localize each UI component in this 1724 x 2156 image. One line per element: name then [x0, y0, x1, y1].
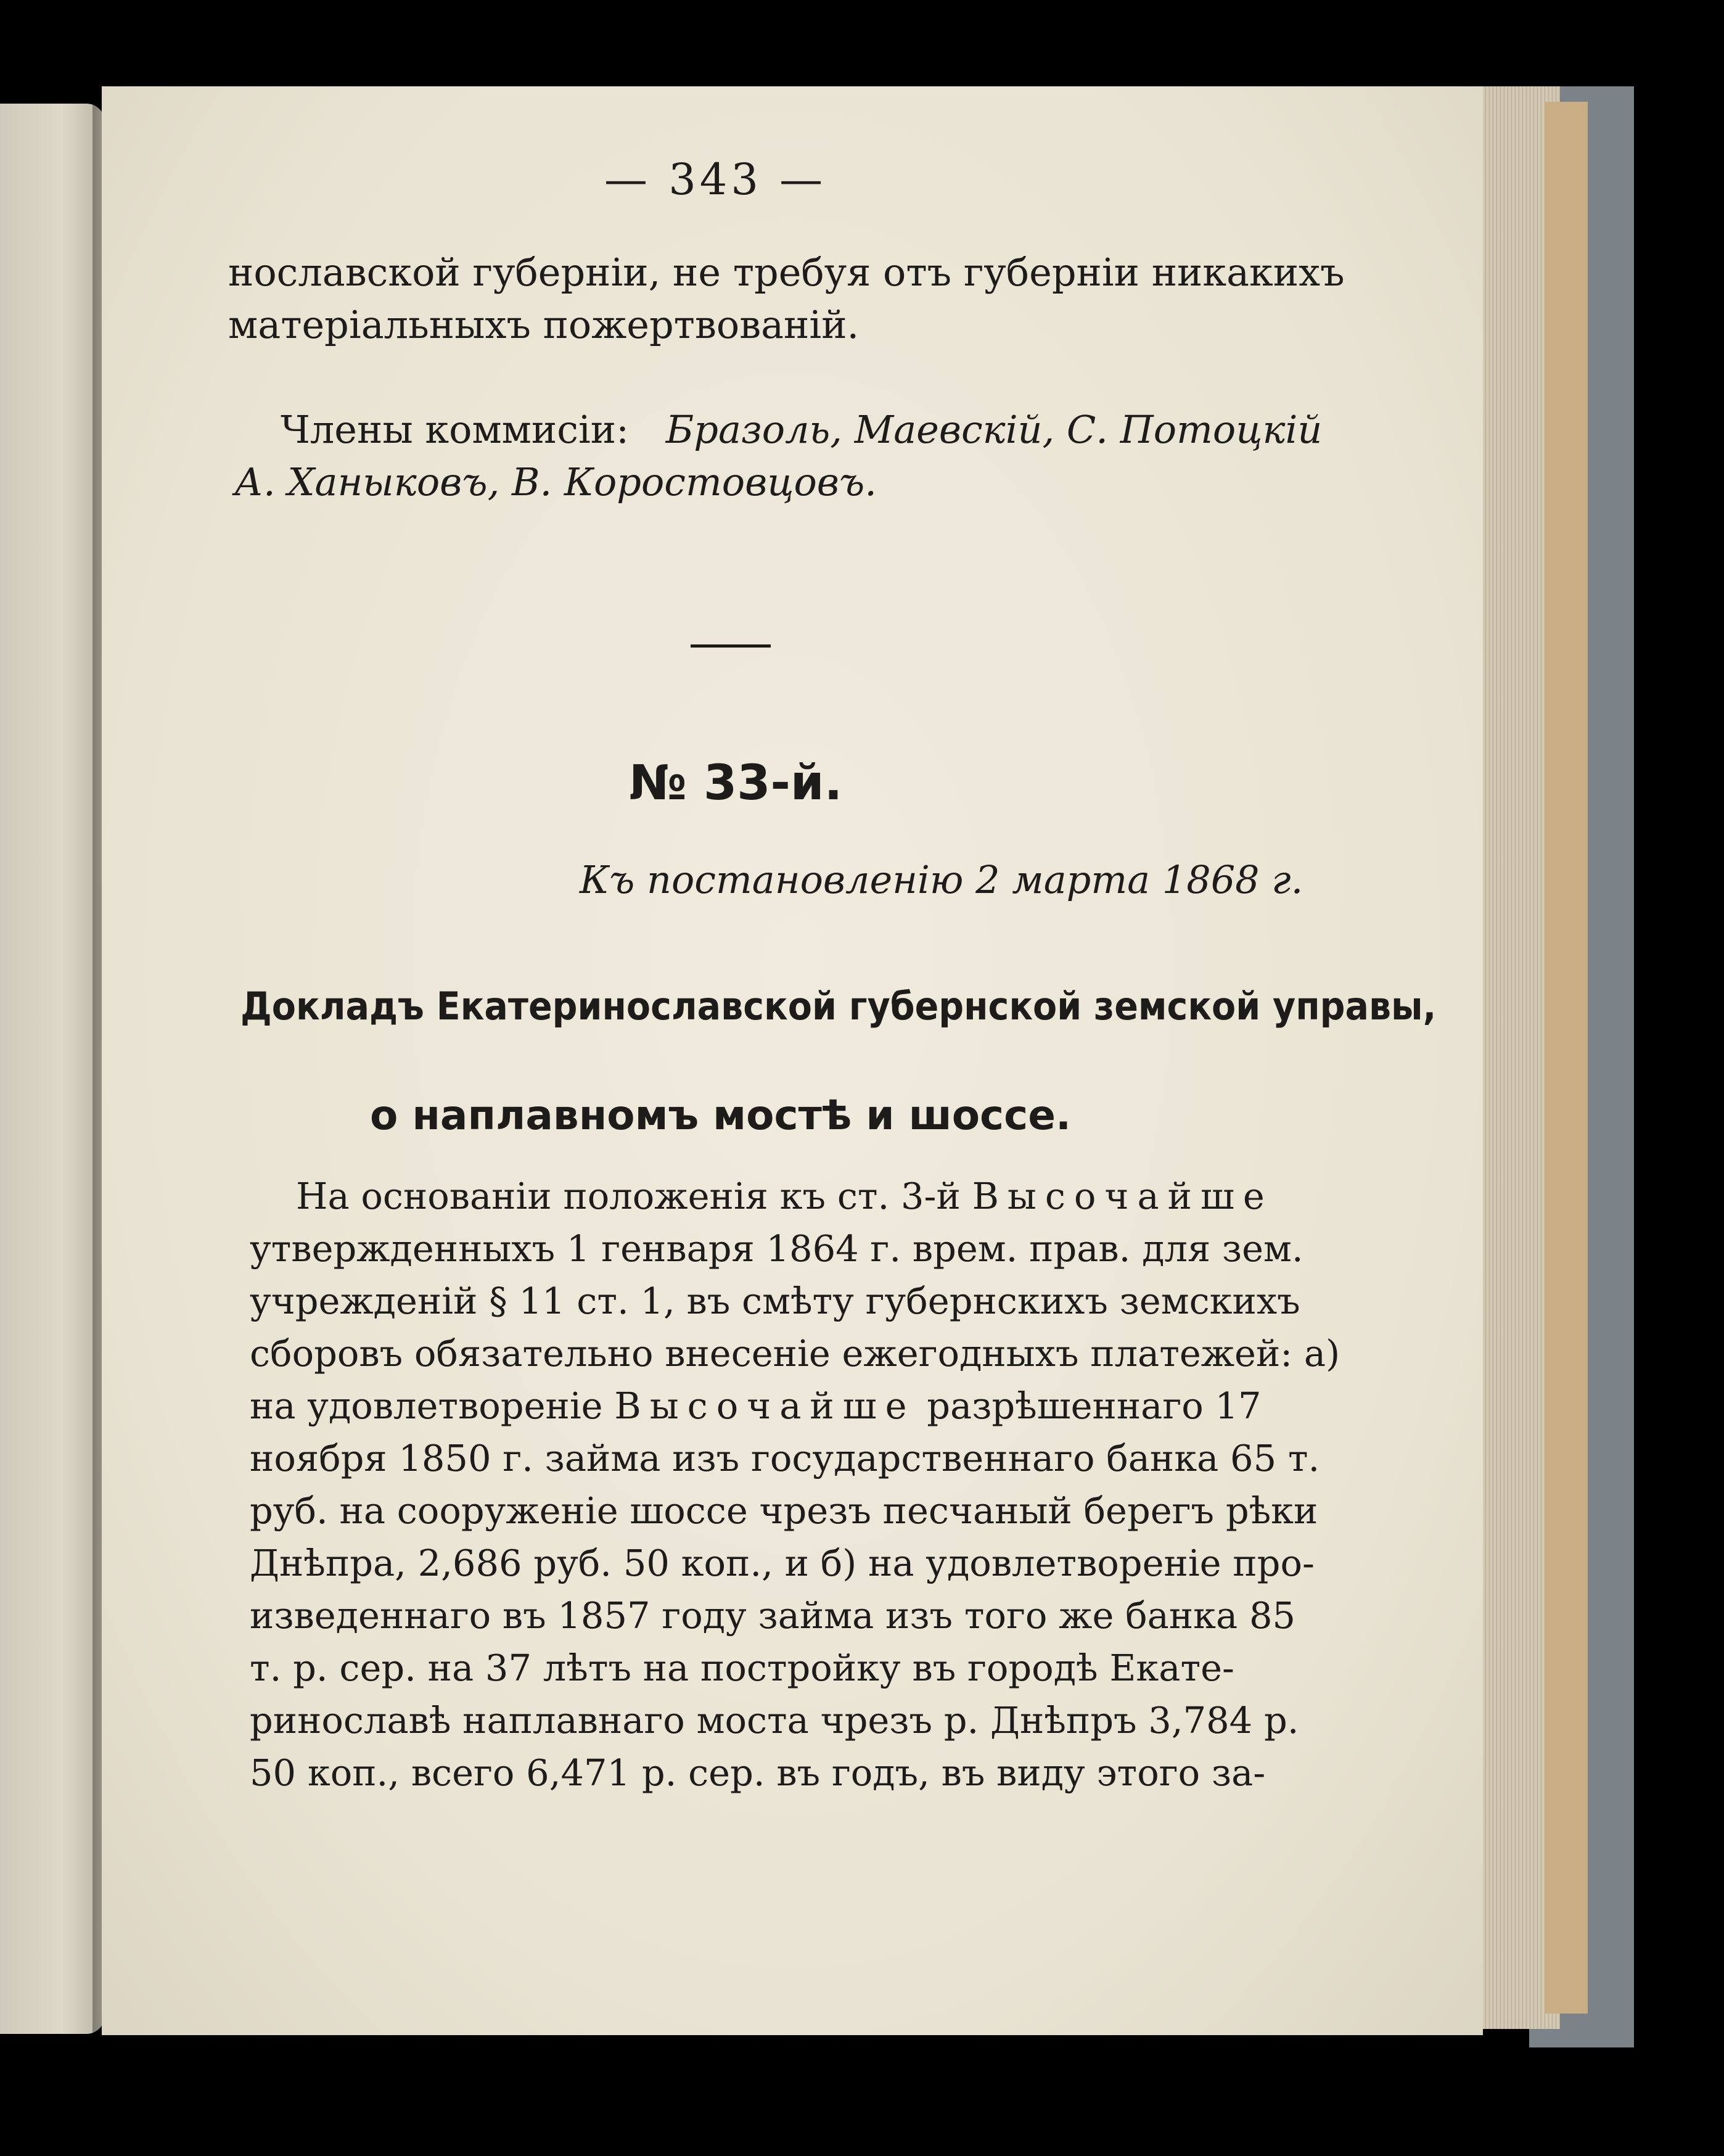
body-line-10: т. р. сер. на 37 лѣтъ на постройку въ городѣ Екате-	[250, 1647, 1234, 1689]
page-number: — 343 —	[604, 154, 827, 205]
body-line-2: утвержденныхъ 1 генваря 1864 г. врем. прав. для зем.	[250, 1227, 1303, 1270]
left-page-edge	[0, 104, 105, 2034]
body-line-5-start: на удовлетвореніе	[250, 1385, 615, 1427]
document-number: № 33-й.	[629, 755, 843, 811]
body-line-5	[250, 1385, 1262, 1427]
body-line-1-start: На основаніи положенія къ ст. 3-й	[296, 1175, 972, 1217]
continuation-line-1: нославской губерніи, не требуя отъ губерніи никакихъ	[228, 250, 1345, 295]
body-line-6: ноября 1850 г. займа изъ государственнаго банка 65 т.	[250, 1437, 1320, 1479]
body-line-12: 50 коп., всего 6,471 р. сер. въ годъ, въ виду этого за-	[250, 1751, 1266, 1794]
body-line-1	[296, 1175, 1273, 1217]
resolution-reference: Къ постановленію 2 марта 1868 г.	[580, 857, 1303, 902]
body-line-11: ринославѣ наплавнаго моста чрезъ р. Днѣпръ 3,784 р.	[250, 1699, 1299, 1742]
report-title: Докладъ Екатеринославской губернской земской управы,	[240, 984, 1437, 1029]
continuation-line-2: матеріальныхъ пожертвованій.	[228, 302, 860, 347]
body-line-9: изведеннаго въ 1857 году займа изъ того же банка 85	[250, 1594, 1296, 1637]
members-line-2: А. Ханыковъ, В. Коростовцовъ.	[234, 459, 877, 504]
body-line-5-end: разрѣшеннаго 17	[915, 1385, 1262, 1427]
body-line-1-emphasis: Высочайше	[972, 1175, 1273, 1217]
body-line-8: Днѣпра, 2,686 руб. 50 коп., и б) на удовлетвореніе про-	[250, 1542, 1315, 1584]
report-subtitle: о наплавномъ мостѣ и шоссе.	[370, 1092, 1072, 1139]
cover-inner-edge	[1545, 102, 1588, 2014]
members-line-1	[281, 407, 1322, 452]
body-line-4: сборовъ обязательно внесеніе ежегодныхъ платежей: а)	[250, 1332, 1340, 1375]
body-line-5-emphasis: Высочайше	[614, 1385, 916, 1427]
body-line-3: учрежденій § 11 ст. 1, въ смѣту губернскихъ земскихъ	[250, 1280, 1300, 1322]
members-label: Члены коммисіи:	[281, 407, 629, 452]
body-line-7: руб. на сооруженіе шоссе чрезъ песчаный берегъ рѣки	[250, 1489, 1318, 1532]
members-names-1: Бразоль, Маевскій, С. Потоцкій	[665, 407, 1323, 452]
book-page	[102, 86, 1483, 2035]
section-divider	[691, 644, 771, 648]
